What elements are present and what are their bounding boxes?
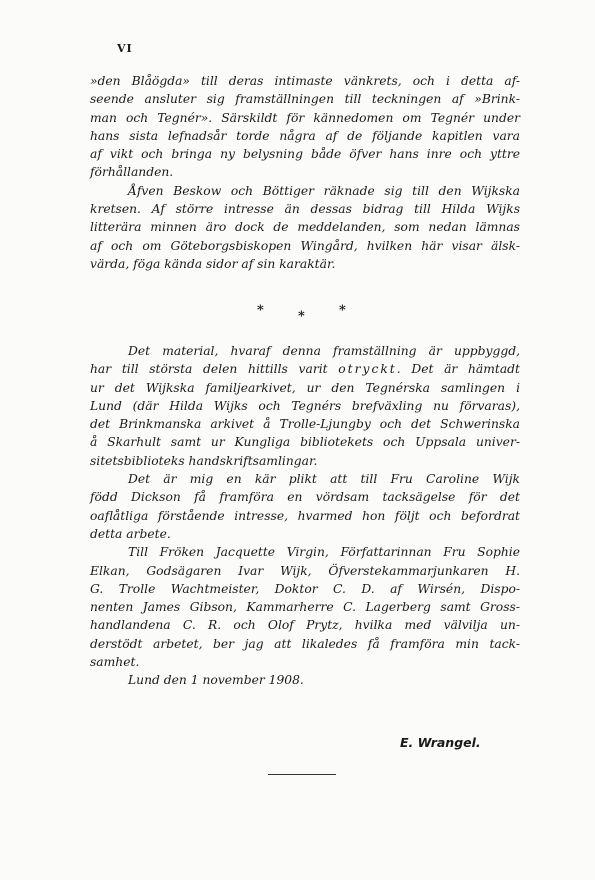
spaced-emphasis: otryckt (338, 362, 397, 377)
page-number: VI (117, 42, 133, 55)
text-line: Lund (där Hilda Wijks och Tegnérs brefväxling nu förvaras), (90, 398, 520, 413)
section-divider-stars (0, 303, 595, 323)
text-line: Till Fröken Jacquette Virgin, Författarinnan Fru Sophie (128, 545, 520, 560)
text-line: man och Tegnér». Särskildt för kännedomen om Tegnér under (90, 110, 520, 125)
preface-paragraphs-2 (90, 342, 520, 690)
text-line: ur det Wijkska familjearkivet, ur den Tegnérska samlingen i (90, 380, 520, 395)
text-line: litterära minnen äro dock de meddelanden, som nedan lämnas (90, 220, 520, 235)
text-line: förhållanden. (90, 165, 174, 180)
star-2: * (298, 309, 305, 324)
text-line: G. Trolle Wachtmeister, Doktor C. D. af Wirsén, Dispo- (90, 581, 520, 596)
author-signature: E. Wrangel. (400, 735, 481, 750)
text-line: af och om Göteborgsbiskopen Wingård, hvilken här visar älsk- (90, 238, 520, 253)
star-1: * (257, 303, 264, 318)
text-line: sitetsbiblioteks handskriftsamlingar. (90, 453, 318, 468)
text-line: »den Blåögda» till deras intimaste vänkrets, och i detta af- (90, 74, 520, 88)
star-3: * (339, 303, 346, 318)
date-line: Lund den 1 november 1908. (128, 673, 304, 688)
text-line: det Brinkmanska arkivet å Trolle-Ljungby och det Schwerinska (90, 417, 520, 432)
text-line: detta arbete. (90, 526, 171, 541)
text-line: å Skarhult samt ur Kungliga bibliotekets och Uppsala univer- (90, 435, 520, 450)
text-line: värda, föga kända sidor af sin karaktär. (90, 256, 336, 271)
text-line: nenten James Gibson, Kammarherre C. Lagerberg samt Gross- (90, 600, 520, 615)
text-line: Det är mig en kär plikt att till Fru Caroline Wijk (128, 472, 520, 487)
text-line: samhet. (90, 655, 140, 670)
text-line: född Dickson få framföra en vördsam tacksägelse för det (90, 490, 520, 505)
text-line: har till största delen hittills varit otryckt. Det är hämtadt (90, 362, 520, 377)
end-rule (268, 774, 336, 775)
text-line: seende ansluter sig framställningen till teckningen af »Brink- (90, 92, 520, 107)
text-line: Det material, hvaraf denna framställning är uppbyggd, (128, 344, 520, 358)
text-line: af vikt och bringa ny belysning både öfver hans inre och yttre (90, 147, 520, 162)
text-line: Åfven Beskow och Böttiger räknade sig till den Wijkska (128, 183, 520, 198)
text-line: hans sista lefnadsår torde några af de följande kapitlen vara (90, 128, 520, 143)
text-line: handlandena C. R. och Olof Prytz, hvilka med välvilja un- (90, 618, 520, 633)
text-line: Elkan, Godsägaren Ivar Wijk, Öfverstekammarjunkaren H. (90, 563, 520, 578)
preface-paragraphs-1 (90, 72, 520, 273)
text-line: oaflåtliga förstående intresse, hvarmed hon följt och befordrat (90, 508, 520, 523)
text-line: derstödt arbetet, ber jag att likaledes få framföra min tack- (90, 636, 520, 651)
text-line: kretsen. Af större intresse än dessas bidrag till Hilda Wijks (90, 202, 520, 217)
